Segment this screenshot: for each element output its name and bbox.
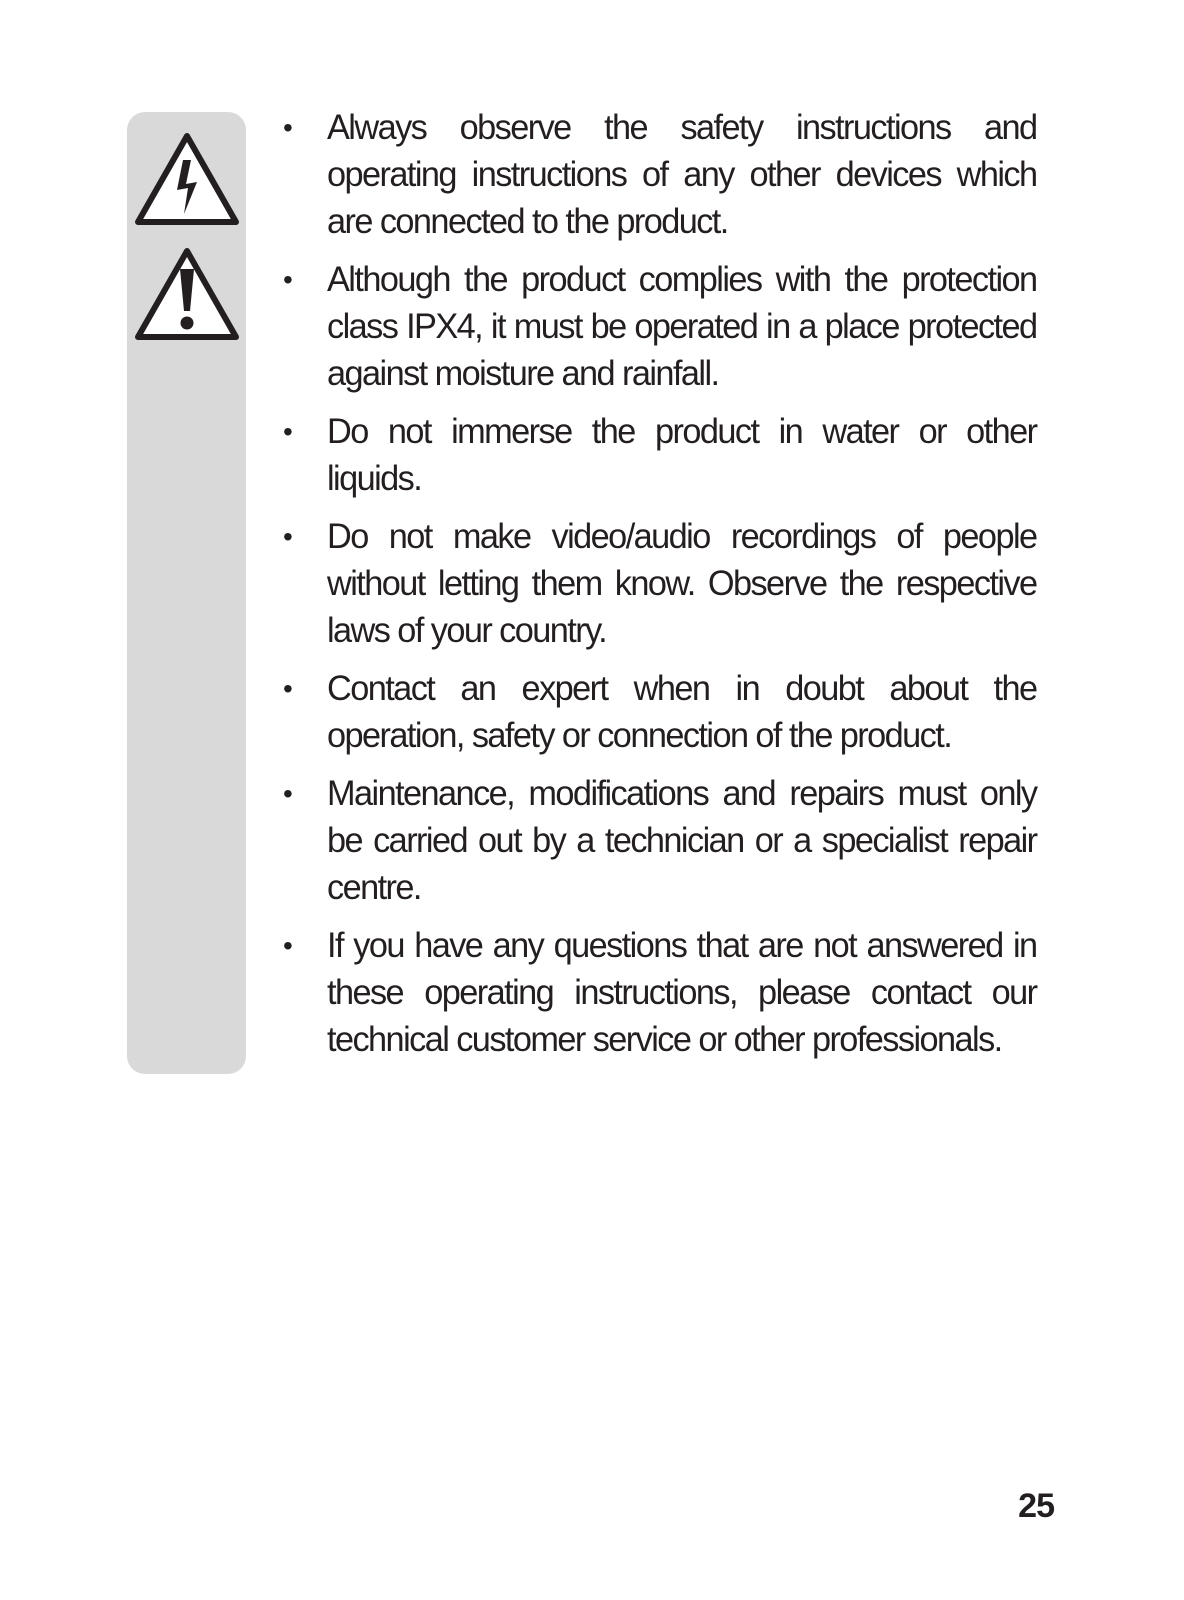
- list-item-text: Do not immerse the product in water or other liquids.: [327, 412, 1037, 498]
- list-item: [283, 665, 1051, 759]
- list-item-text: Always observe the safety instructions and operating instructions of any other devices which are connected to the product.: [327, 108, 1037, 241]
- list-item: [283, 256, 1051, 397]
- bullet-icon: •: [283, 112, 293, 143]
- list-item-text: Do not make video/audio recordings of people without letting them know. Observe the respective laws of your country.: [327, 517, 1037, 650]
- list-item-text: Although the product complies with the protection class IPX4, it must be operated in a place protected against moisture and rainfall.: [327, 260, 1037, 393]
- list-item: [283, 104, 1051, 245]
- list-item: [283, 922, 1051, 1063]
- bullet-icon: •: [283, 673, 293, 704]
- bullet-icon: •: [283, 930, 293, 961]
- list-item: [283, 408, 1051, 502]
- bullet-icon: •: [283, 416, 293, 447]
- bullet-icon: •: [283, 264, 293, 295]
- list-item-text: Maintenance, modifications and repairs must only be carried out by a technician or a specialist repair centre.: [327, 774, 1037, 907]
- bullet-icon: •: [283, 521, 293, 552]
- bullet-icon: •: [283, 778, 293, 809]
- list-item: [283, 513, 1051, 654]
- safety-instructions-list: [283, 104, 1051, 1074]
- list-item-text: If you have any questions that are not answered in these operating instructions, please contact our technical customer service or other professionals.: [327, 926, 1037, 1059]
- electric-shock-warning-icon: [133, 130, 241, 230]
- list-item-text: Contact an expert when in doubt about the operation, safety or connection of the product.: [327, 669, 1037, 755]
- list-item: [283, 770, 1051, 911]
- general-warning-icon: [133, 245, 241, 345]
- page-number: 25: [1018, 1487, 1054, 1525]
